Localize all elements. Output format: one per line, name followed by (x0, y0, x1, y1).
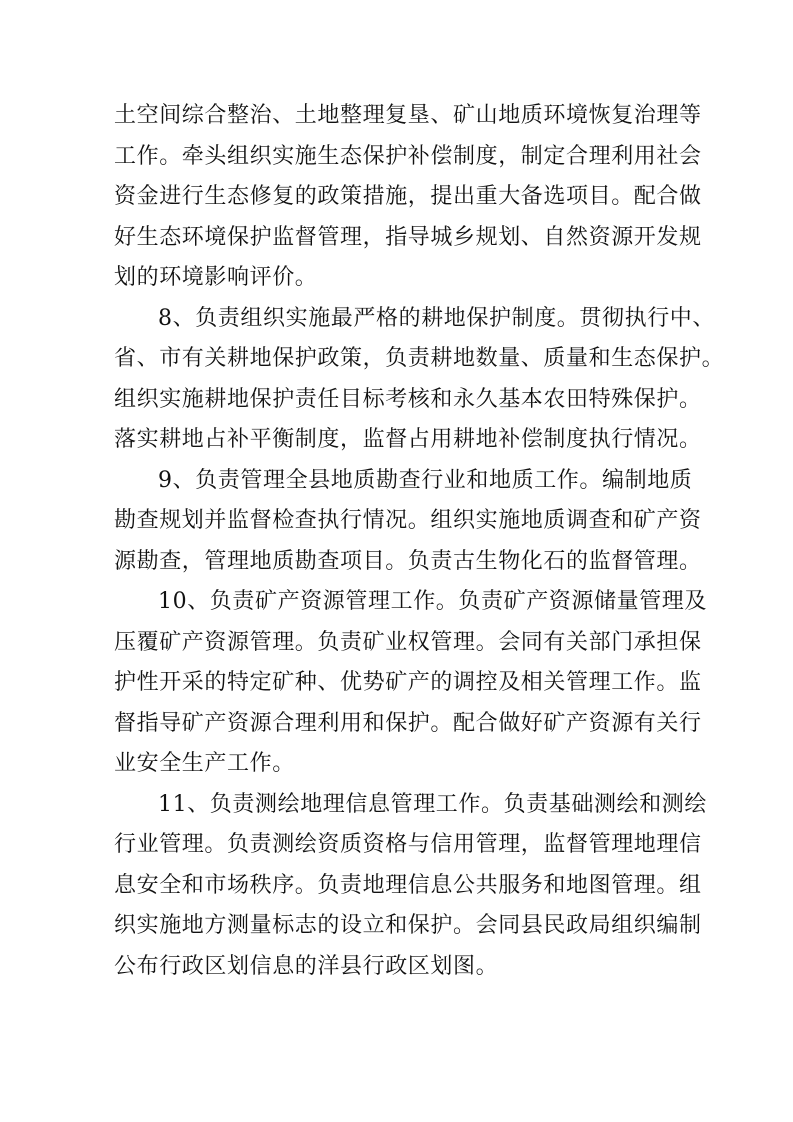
text-line: 护性开采的特定矿种、优势矿产的调控及相关管理工作。监 (114, 670, 702, 695)
text-line: 资金进行生态修复的政策措施，提出重大备选项目。配合做 (114, 184, 702, 209)
text-line: 源勘查，管理地质勘查项目。负责古生物化石的监督管理。 (114, 548, 702, 574)
paragraph-item-10 (114, 582, 707, 785)
text-line: 督指导矿产资源合理利用和保护。配合做好矿产资源有关行 (114, 710, 702, 736)
document-body (114, 96, 725, 987)
text-line: 行业管理。负责测绘资质资格与信用管理，监督管理地理信 (114, 832, 702, 857)
text-line: 省、市有关耕地保护政策，负责耕地数量、质量和生态保护。 (114, 346, 725, 371)
text-line: 息安全和市场秩序。负责地理信息公共服务和地图管理。组 (114, 872, 702, 898)
text-line: 业安全生产工作。 (114, 751, 295, 776)
text-line: 压覆矿产资源管理。负责矿业权管理。会同有关部门承担保 (114, 629, 702, 655)
paragraph-item-11 (114, 785, 707, 988)
text-line: 11、负责测绘地理信息管理工作。负责基础测绘和测绘 (158, 791, 707, 817)
text-line: 划的环境影响评价。 (114, 265, 318, 290)
text-line: 落实耕地占补平衡制度，监督占用耕地补偿制度执行情况。 (114, 427, 702, 452)
text-line: 好生态环境保护监督管理，指导城乡规划、自然资源开发规 (114, 224, 702, 250)
paragraph-continued (114, 96, 702, 299)
text-line: 公布行政区划信息的洋县行政区划图。 (114, 953, 499, 979)
text-line: 10、负责矿产资源管理工作。负责矿产资源储量管理及 (158, 589, 707, 614)
text-line: 9、负责管理全县地质勘查行业和地质工作。编制地质 (158, 467, 693, 493)
text-line: 织实施地方测量标志的设立和保护。会同县民政局组织编制 (114, 913, 702, 938)
paragraph-item-9 (114, 461, 702, 583)
text-line: 土空间综合整治、土地整理复垦、矿山地质环境恢复治理等 (114, 103, 702, 128)
text-line: 勘查规划并监督检查执行情况。组织实施地质调查和矿产资 (114, 508, 702, 533)
text-line: 组织实施耕地保护责任目标考核和永久基本农田特殊保护。 (114, 386, 702, 412)
text-line: 8、负责组织实施最严格的耕地保护制度。贯彻执行中、 (158, 305, 715, 331)
text-line: 工作。牵头组织实施生态保护补偿制度，制定合理利用社会 (114, 143, 702, 169)
paragraph-item-8 (114, 299, 725, 461)
